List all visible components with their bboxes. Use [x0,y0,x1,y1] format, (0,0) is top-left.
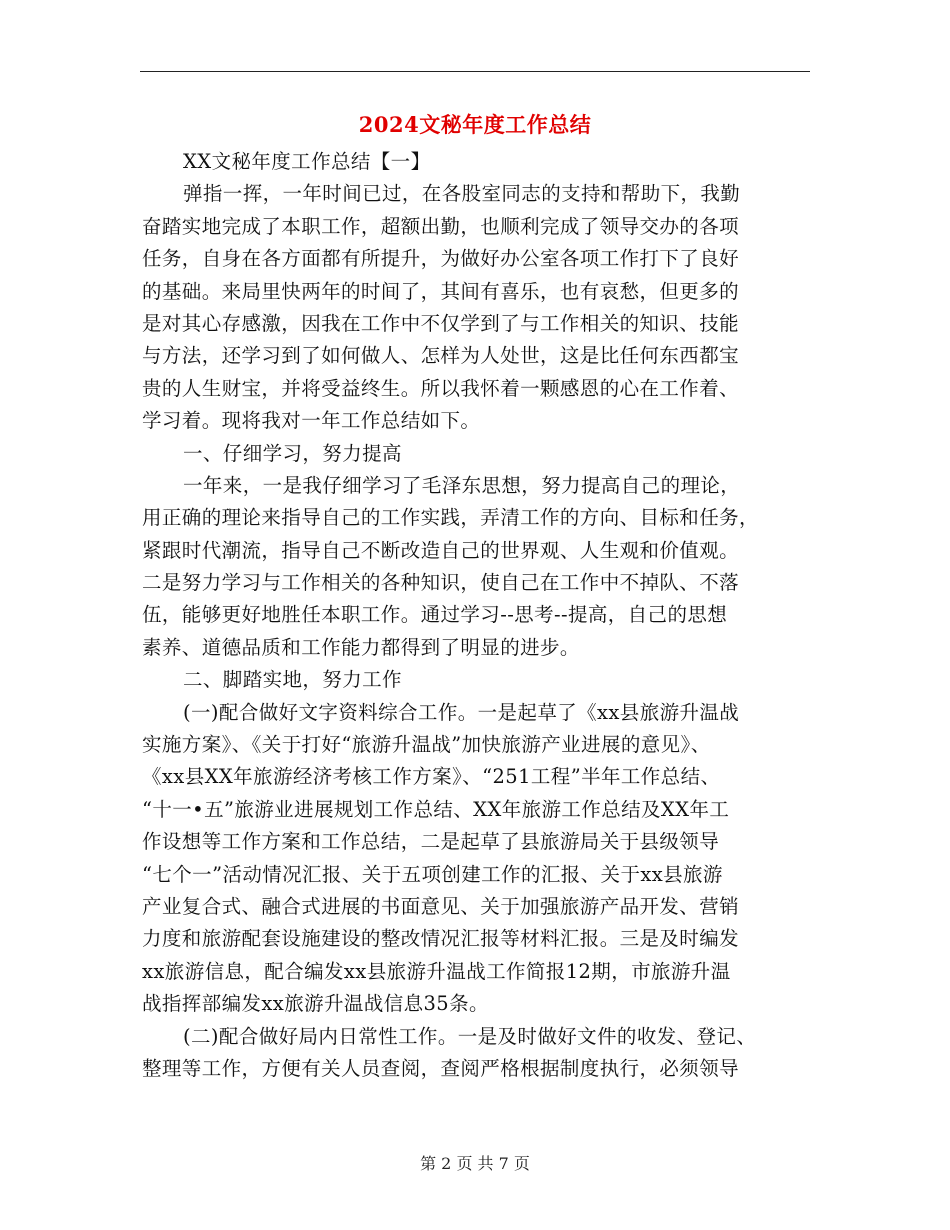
paragraph-line: (一)配合做好文字资料综合工作。一是起草了《xx县旅游升温战 [183,700,740,724]
paragraph-line: 任务，自身在各方面都有所提升，为做好办公室各项工作打下了良好 [142,247,740,271]
paragraph-line: 贵的人生财宝，并将受益终生。所以我怀着一颗感恩的心在工作着、 [142,376,740,400]
paragraph-line: 是对其心存感激，因我在工作中不仅学到了与工作相关的知识、技能 [142,311,740,335]
paragraph-line: xx旅游信息，配合编发xx县旅游升温战工作简报12期，市旅游升温 [142,959,731,983]
header-rule [140,71,810,72]
paragraph-line: 素养、道德品质和工作能力都得到了明显的进步。 [142,635,580,659]
paragraph-line: 伍，能够更好地胜任本职工作。通过学习--思考--提高，自己的思想 [142,603,728,627]
paragraph-line: 产业复合式、融合式进展的书面意见、关于加强旅游产品开发、营销 [142,894,740,918]
paragraph-line: 战指挥部编发xx旅游升温战信息35条。 [142,992,489,1016]
paragraph-line: 整理等工作，方便有关人员查阅，查阅严格根据制度执行，必须领导 [142,1056,740,1080]
paragraph-line: 弹指一挥，一年时间已过，在各股室同志的支持和帮助下，我勤 [183,182,741,206]
document-title: 2024文秘年度工作总结 [358,112,592,137]
paragraph-line: 奋踏实地完成了本职工作，超额出勤，也顺利完成了领导交办的各项 [142,214,740,238]
paragraph-line: 的基础。来局里快两年的时间了，其间有喜乐，也有哀愁，但更多的 [142,279,740,303]
paragraph-line: 二是努力学习与工作相关的各种知识，使自己在工作中不掉队、不落 [142,571,740,595]
paragraph-line: 学习着。现将我对一年工作总结如下。 [142,409,481,433]
paragraph-line: “七个一”活动情况汇报、关于五项创建工作的汇报、关于xx县旅游 [142,862,723,886]
section-heading: 二、脚踏实地，努力工作 [183,668,402,692]
paragraph-line: 《xx县XX年旅游经济考核工作方案》、“251工程”半年工作总结、 [142,765,721,789]
section-heading: 一、仔细学习，努力提高 [183,441,402,465]
document-body [142,146,814,1085]
paragraph-line: 用正确的理论来指导自己的工作实践，弄清工作的方向、目标和任务， [142,506,759,530]
paragraph-line: (二)配合做好局内日常性工作。一是及时做好文件的收发、登记、 [183,1024,757,1048]
page-number: 第 2 页 共 7 页 [420,1154,530,1173]
section-heading: XX文秘年度工作总结【一】 [183,150,431,173]
paragraph-line: 作设想等工作方案和工作总结，二是起草了县旅游局关于县级领导 [142,830,720,854]
paragraph-line: 与方法，还学习到了如何做人、怎样为人处世，这是比任何东西都宝 [142,344,740,368]
paragraph-line: 紧跟时代潮流，指导自己不断改造自己的世界观、人生观和价值观。 [142,538,740,562]
paragraph-line: 一年来，一是我仔细学习了毛泽东思想，努力提高自己的理论， [183,473,741,497]
paragraph-line: 实施方案》、《关于打好“旅游升温战”加快旅游产业进展的意见》、 [142,733,711,757]
paragraph-line: “十一•五”旅游业进展规划工作总结、XX年旅游工作总结及XX年工 [142,797,730,821]
paragraph-line: 力度和旅游配套设施建设的整改情况汇报等材料汇报。三是及时编发 [142,927,740,951]
